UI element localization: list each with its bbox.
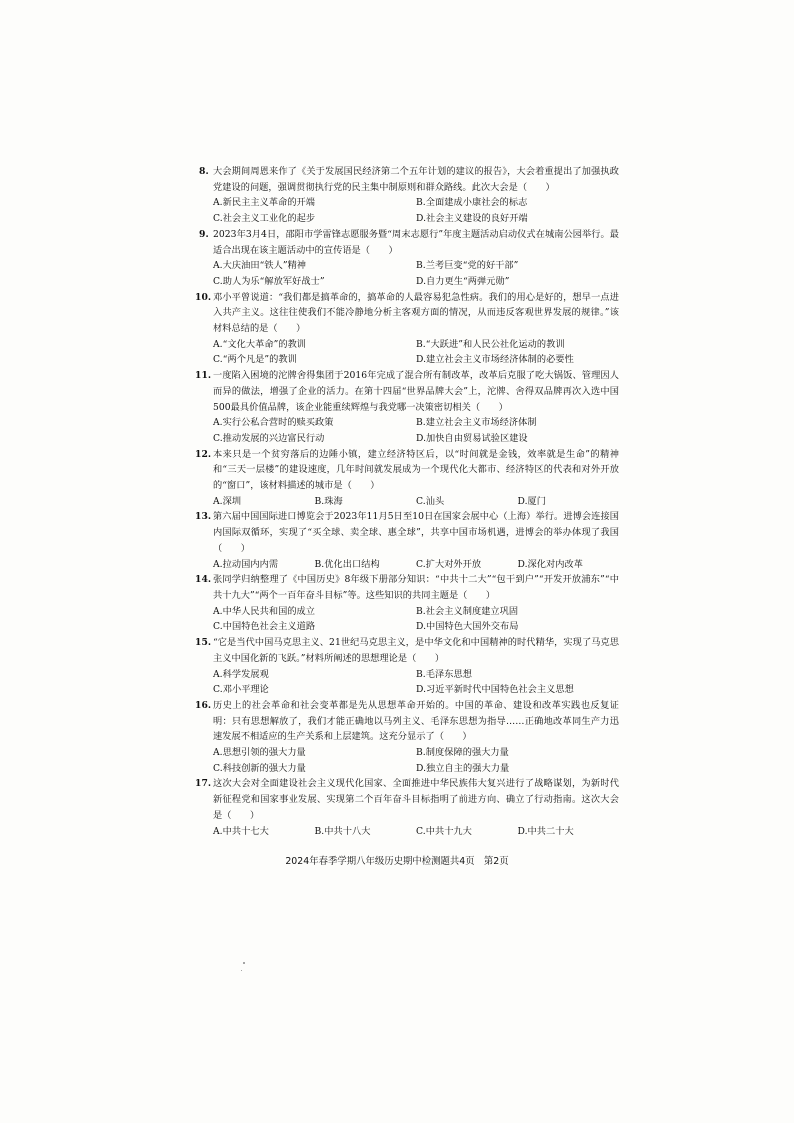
option-b: B.兰考巨变“党的好干部” — [416, 260, 519, 272]
question-11 — [195, 368, 619, 447]
option-c: C.中共十九大 — [416, 825, 472, 837]
question-stem: 本来只是一个贫穷落后的边陲小镇，建立经济特区后，以“时间就是金钱，效率就是生命”的精神和“三天一层楼”的建设速度，几年时间就发展成为一个现代化大都市、经济特区的代表和对外开放的“窗口”，该材料描述的城市是（ ） — [213, 448, 619, 492]
scan-speck — [243, 962, 245, 964]
option-b: B.珠海 — [314, 495, 343, 507]
question-number: 14. — [195, 574, 212, 586]
question-15 — [195, 635, 619, 698]
option-b: B.社会主义制度建立巩固 — [416, 605, 519, 617]
question-stem: 历史上的社会革命和社会变革都是先从思想革命开始的。中国的革命、建设和改革实践也反复证明：只有思想解放了，我们才能正确地以马列主义、毛泽东思想为指导……正确地改革同生产力迅速发展不相适应的生产关系和上层建筑。这充分显示了（ ） — [213, 699, 619, 743]
option-c: C.推动发展的兴边富民行动 — [213, 432, 325, 444]
option-a: A.科学发展观 — [213, 668, 269, 680]
option-c: C.助人为乐“解放军好战士” — [213, 275, 325, 287]
option-a: A.中共十七大 — [213, 825, 269, 837]
question-list — [195, 164, 619, 839]
question-number: 12. — [195, 448, 212, 460]
option-a: A.“文化大革命”的教训 — [213, 338, 307, 350]
option-c: C.邓小平理论 — [213, 684, 269, 696]
question-16 — [195, 698, 619, 777]
question-13 — [195, 509, 619, 572]
question-stem: “它是当代中国马克思主义、21世纪马克思主义，是中华文化和中国精神的时代精华，实现了马克思主义中国化新的飞跃。”材料所阐述的思想理论是（ ） — [213, 637, 619, 664]
question-number: 17. — [195, 778, 212, 790]
option-a: A.实行公私合营时的赎买政策 — [213, 417, 334, 429]
option-b: B.优化出口结构 — [314, 558, 380, 570]
option-c: C.社会主义工业化的起步 — [213, 213, 316, 225]
question-number: 11. — [195, 370, 212, 382]
question-14 — [195, 572, 619, 635]
option-c: C.汕头 — [416, 495, 445, 507]
option-d: D.中国特色大国外交布局 — [416, 621, 519, 633]
option-d: D.中共二十大 — [517, 825, 574, 837]
question-stem: 这次大会对全面建设社会主义现代化国家、全面推进中华民族伟大复兴进行了战略谋划，为新时代新征程党和国家事业发展、实现第二个百年奋斗目标指明了前进方向、确立了行动指南。这次大会是（ ） — [213, 778, 619, 821]
question-10 — [195, 290, 619, 369]
option-c: C.扩大对外开放 — [416, 558, 482, 570]
question-8 — [199, 164, 619, 227]
question-number: 13. — [195, 511, 212, 523]
option-a: A.新民主主义革命的开端 — [213, 197, 316, 209]
option-b: B.“大跃进”和人民公社化运动的教训 — [416, 338, 565, 350]
question-number: 8. — [199, 166, 209, 177]
option-c: C.科技创新的强大力量 — [213, 762, 306, 774]
option-a: A.拉动国内内需 — [213, 558, 279, 570]
option-d: D.深化对内改革 — [517, 558, 583, 570]
option-d: D.习近平新时代中国特色社会主义思想 — [416, 684, 574, 696]
question-number: 16. — [195, 699, 212, 711]
question-stem: 张同学归纳整理了《中国历史》8年级下册部分知识：“中共十二大”“包干到户”“开发开放浦东”“中共十九大”“两个一百年奋斗目标”等。这些知识的共同主题是（ ） — [213, 574, 619, 601]
question-17 — [195, 776, 619, 839]
option-d: D.自力更生“两弹元勋” — [416, 275, 510, 287]
question-stem: 2023年3月4日，邵阳市学雷锋志愿服务暨“周末志愿行”年度主题活动启动仪式在城南公园举行。最适合出现在该主题活动中的宣传语是（ ） — [213, 228, 619, 256]
question-9 — [199, 227, 619, 290]
page-footer: 2024年春季学期八年级历史期中检测题共4页 第2页 — [285, 856, 509, 867]
option-b: B.毛泽东思想 — [416, 668, 472, 680]
question-12 — [195, 447, 619, 510]
question-number: 9. — [199, 228, 209, 240]
option-d: D.厦门 — [517, 495, 547, 507]
option-c: C.中国特色社会主义道路 — [213, 621, 316, 633]
option-d: D.建立社会主义市场经济体制的必要性 — [416, 354, 574, 366]
option-d: D.独立自主的强大力量 — [416, 762, 510, 774]
option-a: A.思想引领的强大力量 — [213, 747, 306, 759]
option-a: A.中华人民共和国的成立 — [213, 605, 316, 617]
option-d: D.社会主义建设的良好开端 — [416, 213, 528, 225]
option-d: D.加快自由贸易试验区建设 — [416, 432, 528, 444]
question-number: 15. — [195, 637, 212, 649]
question-stem: 第六届中国国际进口博览会于2023年11月5日至10日在国家会展中心（上海）举行。进博会连接国内国际双循环，实现了“买全球、卖全球、惠全球”，共享中国市场机遇，进博会的举办体现了我国（ ） — [213, 511, 619, 554]
option-b: B.制度保障的强大力量 — [416, 747, 509, 759]
option-b: B.建立社会主义市场经济体制 — [416, 417, 537, 429]
question-stem: 大会期间周恩来作了《关于发展国民经济第二个五年计划的建议的报告》，大会着重提出了加强执政党建设的问题，强调贯彻执行党的民主集中制原则和群众路线。此次大会是（ ） — [213, 166, 619, 193]
option-b: B.中共十八大 — [314, 825, 371, 837]
option-b: B.全面建成小康社会的标志 — [416, 197, 528, 209]
option-a: A.大庆油田“铁人”精神 — [213, 260, 307, 272]
scan-speck — [241, 970, 242, 971]
option-c: C.“两个凡是”的教训 — [213, 354, 297, 366]
question-number: 10. — [195, 291, 212, 303]
question-stem: 一度陷入困境的沱牌舍得集团于2016年完成了混合所有制改革，改革后克服了吃大锅饭、管理因人而异的做法，增强了企业的活力。在第十四届“世界品牌大会”上，沱牌、舍得双品牌再次入选中国500最具价值品牌，该企业能重续辉煌与我党哪一决策密切相关（ ） — [213, 370, 619, 413]
option-a: A.深圳 — [213, 495, 242, 507]
question-stem: 邓小平曾说道：“我们都是搞革命的，搞革命的人最容易犯急性病。我们的用心是好的，想早一点进入共产主义。这往往使我们不能冷静地分析主客观方面的情况，从而违反客观世界发展的规律。”该材料总结的是（ ） — [213, 291, 619, 335]
